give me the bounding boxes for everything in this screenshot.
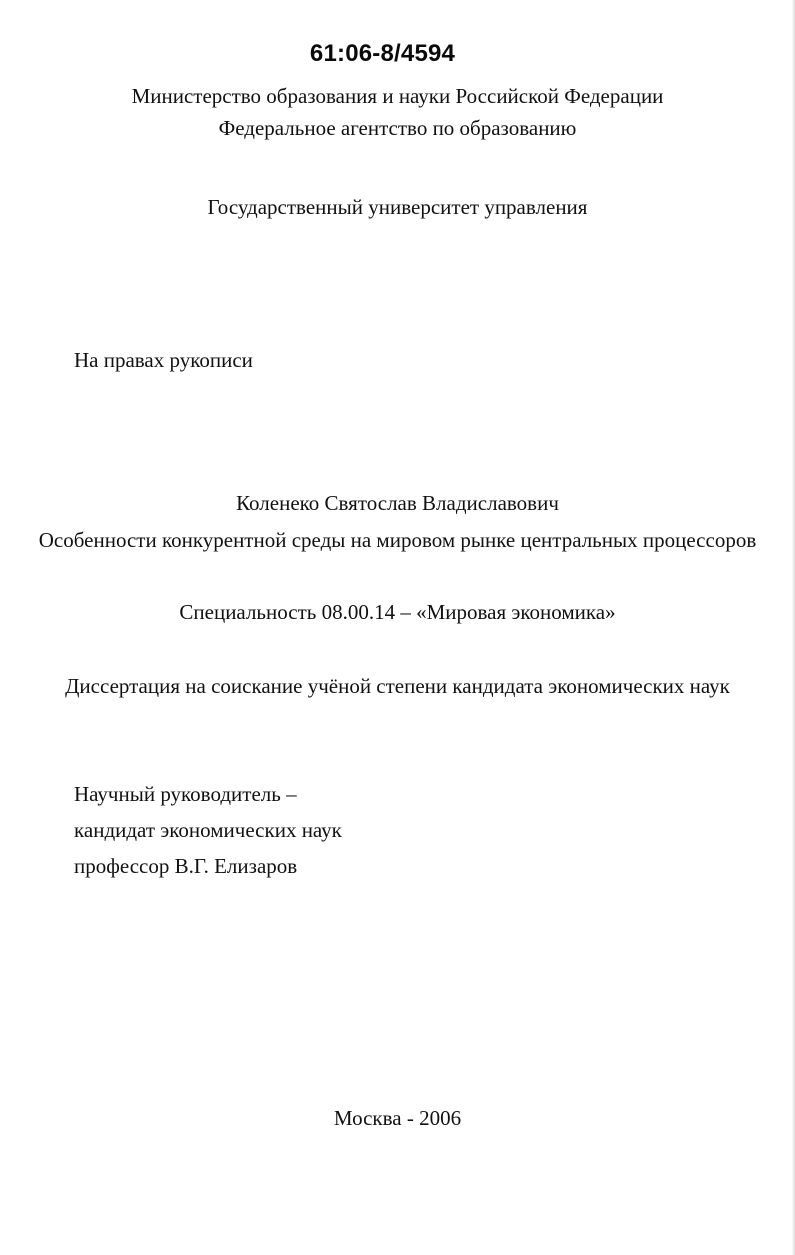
archive-code-stamp: 61:06-8/4594 <box>309 40 456 67</box>
dissertation-type-line: Диссертация на соискание учёной степени кандидата экономических наук <box>65 674 730 698</box>
agency-line: Федеральное агентство по образованию <box>218 116 577 140</box>
university-line: Государственный университет управления <box>207 195 588 219</box>
supervisor-role: Научный руководитель – <box>74 782 297 806</box>
dissertation-title: Особенности конкурентной среды на мировом рынке центральных процессоров <box>38 528 757 552</box>
city-year: Москва - 2006 <box>333 1106 462 1130</box>
specialty-line: Специальность 08.00.14 – «Мировая экономика» <box>179 600 616 624</box>
author-name: Коленеко Святослав Владиславович <box>236 491 559 515</box>
manuscript-note: На правах рукописи <box>74 348 253 372</box>
supervisor-degree: кандидат экономических наук <box>74 818 342 842</box>
supervisor-name: профессор В.Г. Елизаров <box>74 854 298 878</box>
ministry-line: Министерство образования и науки Российской Федерации <box>131 84 664 108</box>
